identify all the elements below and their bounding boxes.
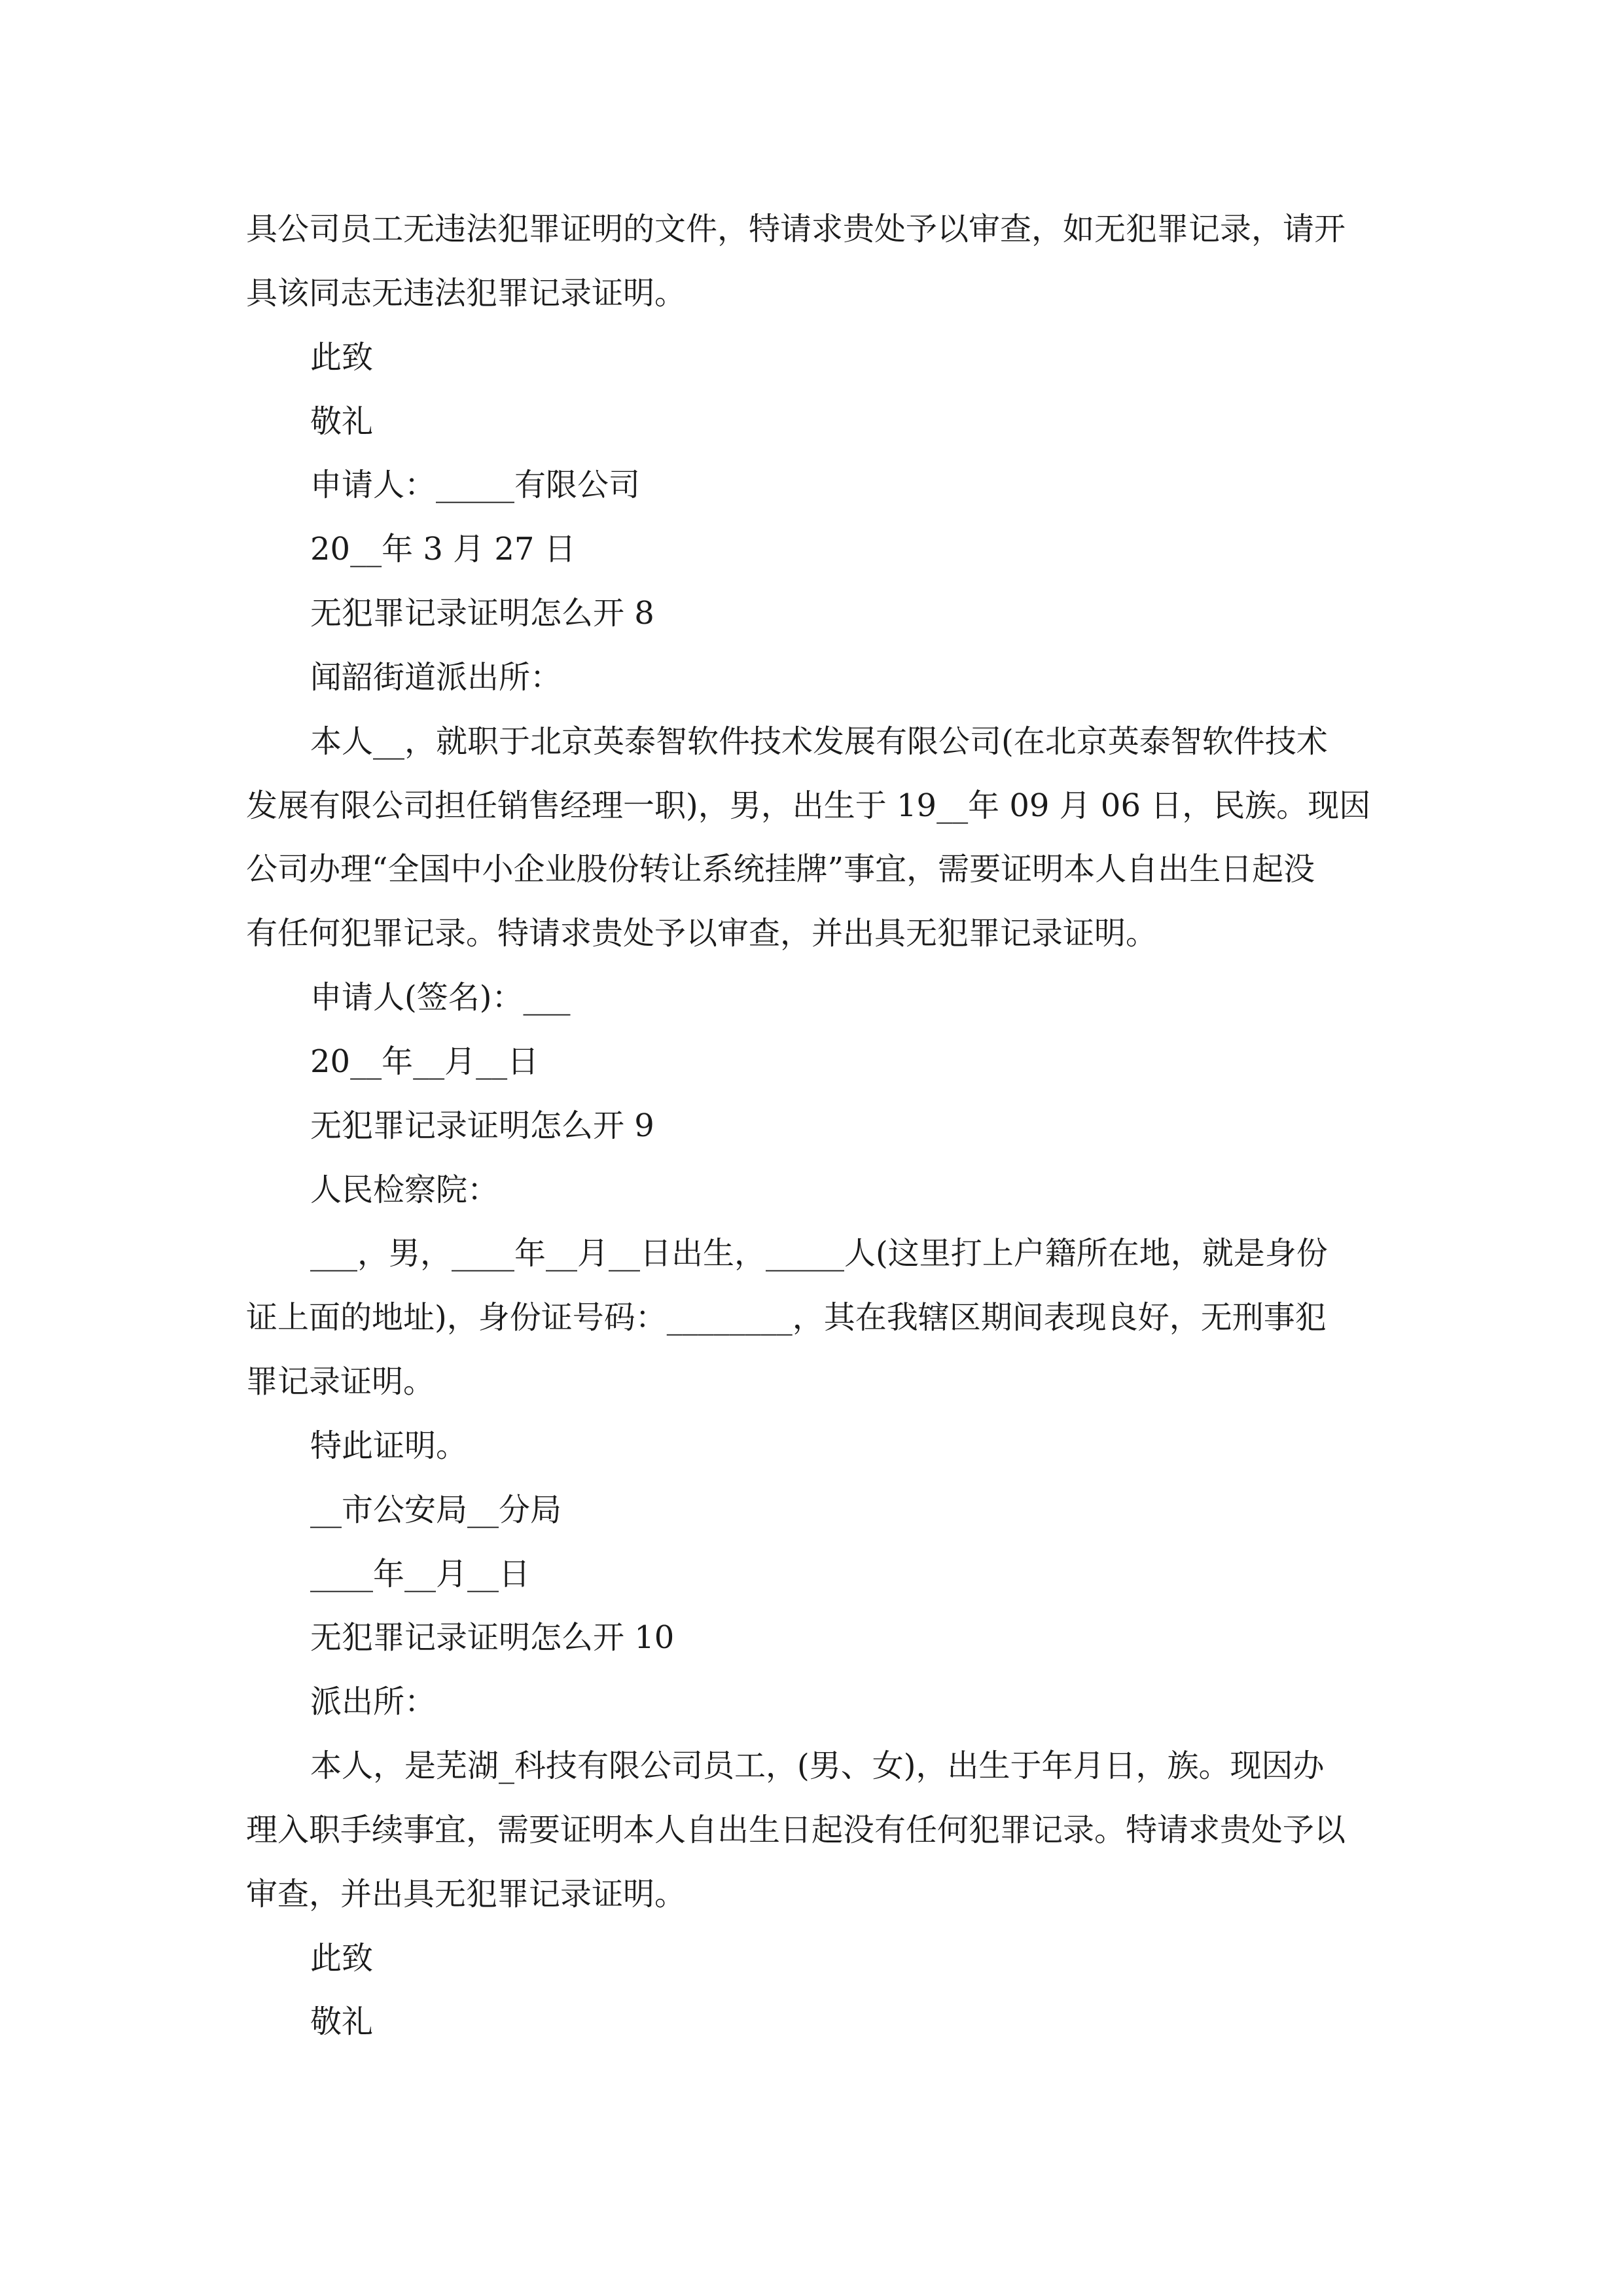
recipient-line: 闻韶街道派出所： [310, 659, 562, 696]
paragraph-line: 理入职手续事宜，需要证明本人自出生日起没有任何犯罪记录。特请求贵处予以 [246, 1812, 1346, 1848]
salutation-line: 敬礼 [310, 403, 374, 440]
applicant-line: 申请人：_____有限公司 [310, 467, 641, 503]
date-line: 20__年__月__日 [310, 1043, 539, 1080]
section-heading: 无犯罪记录证明怎么开 9 [310, 1107, 654, 1144]
section-heading: 无犯罪记录证明怎么开 10 [310, 1619, 675, 1656]
paragraph-line: 公司办理“全国中小企业股份转让系统挂牌”事宜，需要证明本人自出生日起没 [246, 851, 1315, 888]
paragraph-line: ___，男，____年__月__日出生，_____人(这里打上户籍所在地，就是身份 [310, 1235, 1328, 1272]
paragraph-line: 有任何犯罪记录。特请求贵处予以审查，并出具无犯罪记录证明。 [246, 915, 1158, 952]
paragraph-line: 审查，并出具无犯罪记录证明。 [246, 1876, 687, 1912]
paragraph-line: 具公司员工无违法犯罪证明的文件，特请求贵处予以审查，如无犯罪记录，请开 [246, 211, 1346, 247]
paragraph-line: 证上面的地址)，身份证号码：________，其在我辖区期间表现良好，无刑事犯 [246, 1299, 1327, 1336]
closing-line: 此致 [310, 1940, 374, 1977]
certification-line: 特此证明。 [310, 1427, 468, 1464]
closing-line: 此致 [310, 339, 374, 376]
salutation-line: 敬礼 [310, 2003, 374, 2040]
paragraph-line: 罪记录证明。 [246, 1363, 435, 1400]
paragraph-line: 具该同志无违法犯罪记录证明。 [246, 275, 687, 312]
section-heading: 无犯罪记录证明怎么开 8 [310, 595, 654, 632]
recipient-line: 人民检察院： [310, 1172, 499, 1208]
paragraph-line: 本人__，就职于北京英泰智软件技术发展有限公司(在北京英泰智软件技术 [310, 723, 1328, 760]
date-line: 20__年 3 月 27 日 [310, 531, 576, 567]
paragraph-line: 本人，是芜湖_科技有限公司员工，(男、女)，出生于年月日，族。现因办 [310, 1748, 1325, 1784]
date-line: ____年__月__日 [310, 1556, 531, 1592]
applicant-line: 申请人(签名)：___ [310, 979, 571, 1016]
recipient-line: 派出所： [310, 1683, 437, 1720]
paragraph-line: 发展有限公司担任销售经理一职)，男，出生于 19__年 09 月 06 日，民族。现因 [246, 787, 1371, 824]
issuer-line: __市公安局__分局 [310, 1492, 562, 1528]
